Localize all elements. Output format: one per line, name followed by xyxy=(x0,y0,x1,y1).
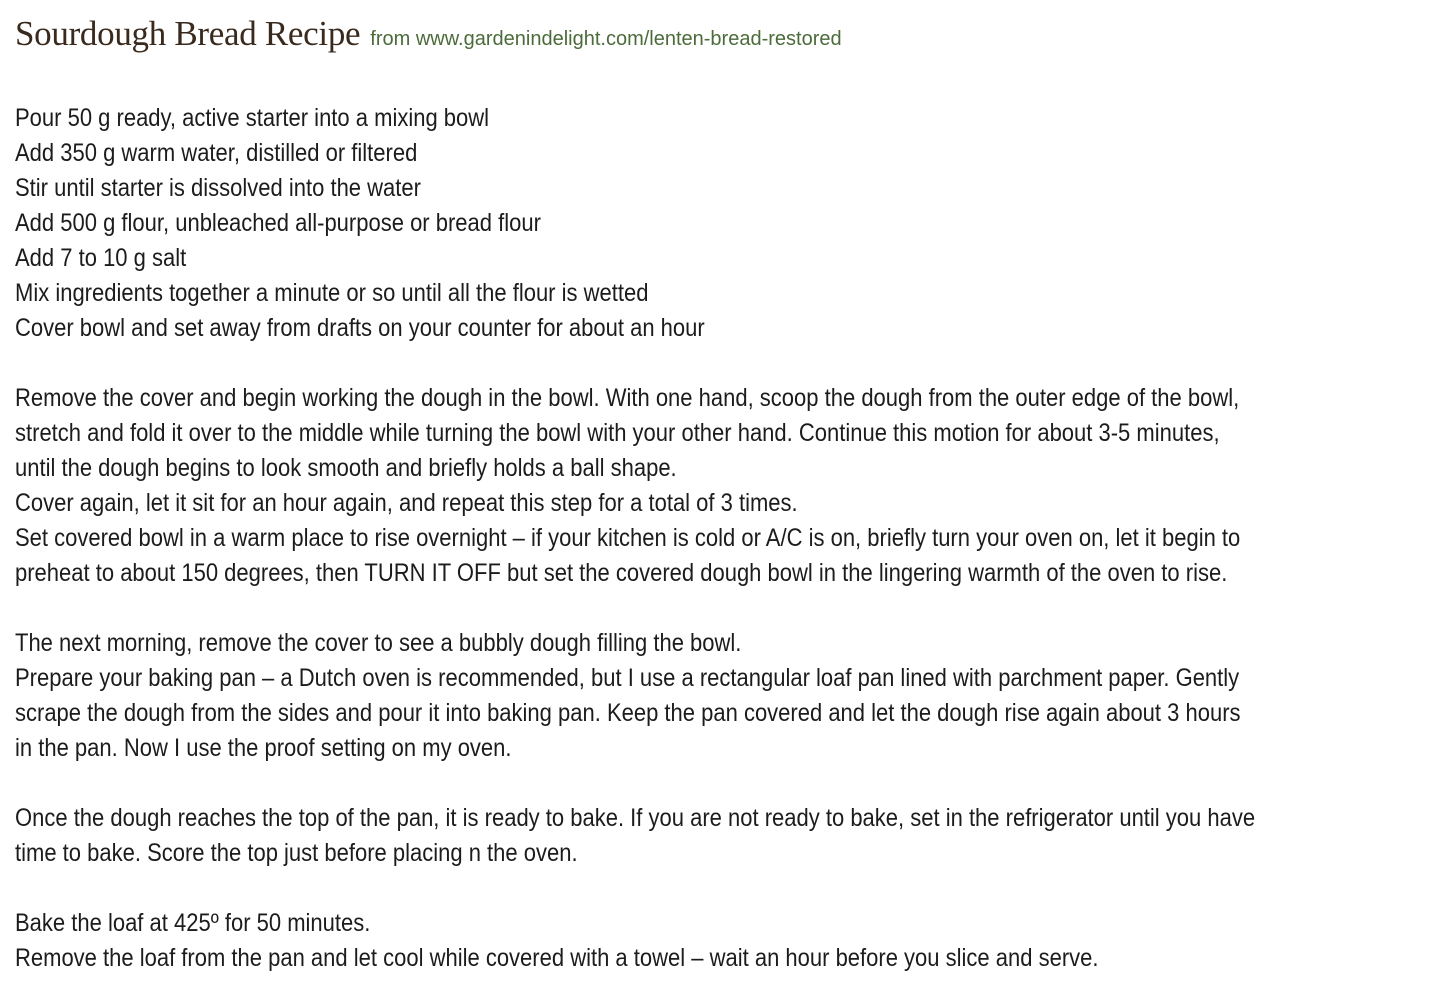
paragraph-ready-to-bake xyxy=(15,801,1432,871)
instruction-line: Cover bowl and set away from drafts on your counter for about an hour xyxy=(15,314,705,342)
instruction-line: scrape the dough from the sides and pour it into baking pan. Keep the pan covered and let the dough rise again about 3 hours xyxy=(15,699,1241,727)
recipe-title: Sourdough Bread Recipe xyxy=(15,14,361,53)
instruction-line: Cover again, let it sit for an hour again, and repeat this step for a total of 3 times. xyxy=(15,489,798,517)
instruction-line: Add 500 g flour, unbleached all-purpose or bread flour xyxy=(15,209,541,237)
instruction-line: Set covered bowl in a warm place to rise overnight – if your kitchen is cold or A/C is on, briefly turn your oven on, let it begin to xyxy=(15,524,1241,552)
instruction-line: time to bake. Score the top just before placing n the oven. xyxy=(15,839,578,867)
instruction-line: Bake the loaf at 425º for 50 minutes. xyxy=(15,909,371,937)
instruction-line: Prepare your baking pan – a Dutch oven is recommended, but I use a rectangular loaf pan lined with parchment paper. Gently xyxy=(15,664,1240,692)
paragraph-working-dough xyxy=(15,381,1432,591)
instruction-line: Stir until starter is dissolved into the water xyxy=(15,174,421,202)
header xyxy=(15,14,1435,54)
instruction-line: Pour 50 g ready, active starter into a mixing bowl xyxy=(15,104,490,132)
source-credit: from www.gardenindelight.com/lenten-bread-restored xyxy=(370,28,842,50)
paragraph-next-morning xyxy=(15,626,1432,766)
instruction-line: Add 7 to 10 g salt xyxy=(15,244,187,272)
instruction-line: until the dough begins to look smooth and briefly holds a ball shape. xyxy=(15,454,677,482)
recipe-instructions xyxy=(15,101,1432,976)
paragraph-baking xyxy=(15,906,1432,976)
paragraph-mixing xyxy=(15,101,1432,346)
instruction-line: in the pan. Now I use the proof setting on my oven. xyxy=(15,734,512,762)
instruction-line: Add 350 g warm water, distilled or filtered xyxy=(15,139,418,167)
instruction-line: Remove the cover and begin working the dough in the bowl. With one hand, scoop the dough from the outer edge of the bowl, xyxy=(15,384,1240,412)
instruction-line: The next morning, remove the cover to see a bubbly dough filling the bowl. xyxy=(15,629,742,657)
instruction-line: Mix ingredients together a minute or so until all the flour is wetted xyxy=(15,279,649,307)
recipe-page xyxy=(15,14,1435,976)
instruction-line: preheat to about 150 degrees, then TURN IT OFF but set the covered dough bowl in the lingering warmth of the oven to rise. xyxy=(15,559,1228,587)
instruction-line: stretch and fold it over to the middle while turning the bowl with your other hand. Continue this motion for about 3-5 minutes, xyxy=(15,419,1220,447)
instruction-line: Remove the loaf from the pan and let cool while covered with a towel – wait an hour before you slice and serve. xyxy=(15,944,1099,972)
instruction-line: Once the dough reaches the top of the pan, it is ready to bake. If you are not ready to bake, set in the refrigerator until you have xyxy=(15,804,1256,832)
